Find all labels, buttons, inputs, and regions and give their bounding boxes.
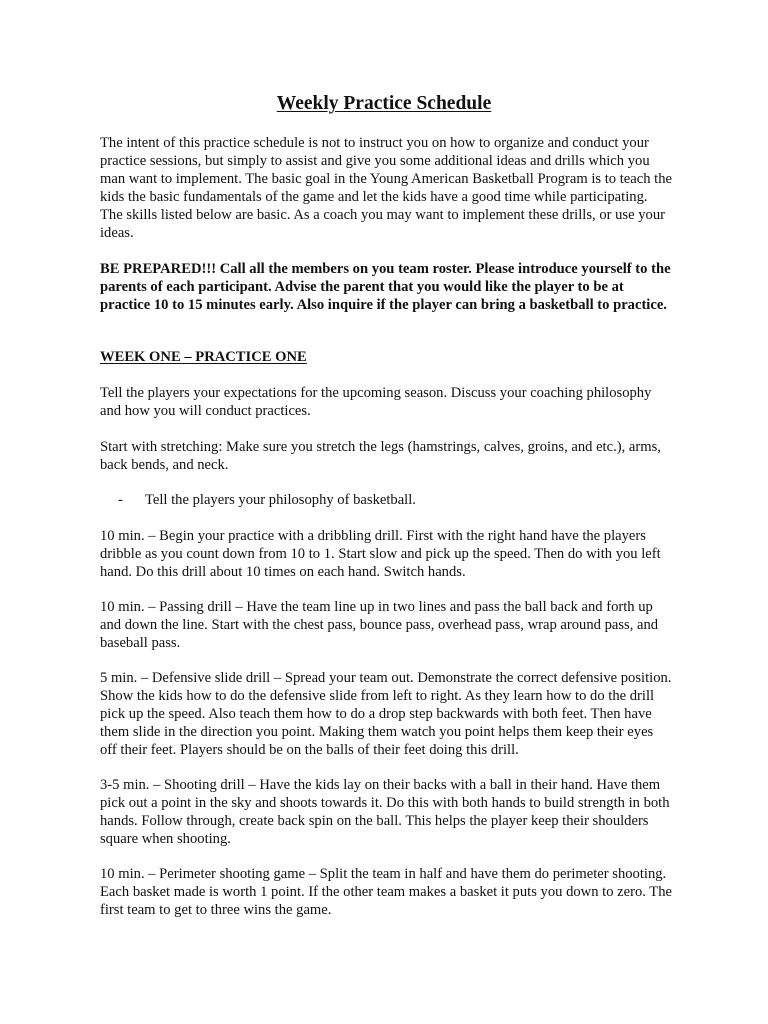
intro-paragraph: The intent of this practice schedule is not to instruct you on how to organize and conduct your practice sessions, but simply to assist and give you some additional ideas and drills which you man want to implement. The basic goal in the Young American Basketball Program is to teach the kids the basic fundamentals of the game and let the kids have a good time while participating. The skills listed below are basic. As a coach you may want to implement these drills, or use your ideas. xyxy=(100,135,673,241)
expectations-paragraph: Tell the players your expectations for the upcoming season. Discuss your coaching philosophy and how you will conduct practices. xyxy=(100,385,652,419)
be-prepared-paragraph: BE PREPARED!!! Call all the members on you team roster. Please introduce yourself to the parents of each participant. Advise the parent that you would like the player to be at practice 10 to 15 minutes early. Also inquire if the player can bring a basketball to practice. xyxy=(100,261,671,313)
document-title: Weekly Practice Schedule xyxy=(276,93,492,114)
perimeter-shooting-paragraph: 10 min. – Perimeter shooting game – Split the team in half and have them do perimeter shooting. Each basket made is worth 1 point. If the other team makes a basket it puts you down to zero. The first team to get to three wins the game. xyxy=(100,866,672,918)
dribbling-drill-paragraph: 10 min. – Begin your practice with a dribbling drill. First with the right hand have the players dribble as you count down from 10 to 1. Start slow and pick up the speed. Then do with you left hand. Do this drill about 10 times on each hand. Switch hands. xyxy=(100,528,661,580)
defensive-slide-drill-paragraph: 5 min. – Defensive slide drill – Spread your team out. Demonstrate the correct defensive position. Show the kids how to do the defensive slide from left to right. As they learn how to do the drill pick up the speed. Also teach them how to do a drop step backwards with both feet. Then have them slide in the direction you point. Making them watch you point helps them keep their eyes off their feet. Players should be on the balls of their feet doing this drill. xyxy=(100,670,672,758)
bullet-dash: - xyxy=(118,492,123,508)
passing-drill-paragraph: 10 min. – Passing drill – Have the team line up in two lines and pass the ball back and forth up and down the line. Start with the chest pass, bounce pass, overhead pass, wrap around pass, and baseball pass. xyxy=(100,599,659,651)
shooting-drill-paragraph: 3-5 min. – Shooting drill – Have the kids lay on their backs with a ball in their hand. Have them pick out a point in the sky and shoots towards it. Do this with both hands to build strength in both hands. Follow through, create back spin on the ball. This helps the player keep their shoulders square when shooting. xyxy=(100,777,670,847)
bullet-text: Tell the players your philosophy of basketball. xyxy=(145,492,416,508)
week-one-heading: WEEK ONE – PRACTICE ONE xyxy=(100,349,307,365)
stretching-paragraph: Start with stretching: Make sure you stretch the legs (hamstrings, calves, groins, and etc.), arms, back bends, and neck. xyxy=(100,439,661,473)
